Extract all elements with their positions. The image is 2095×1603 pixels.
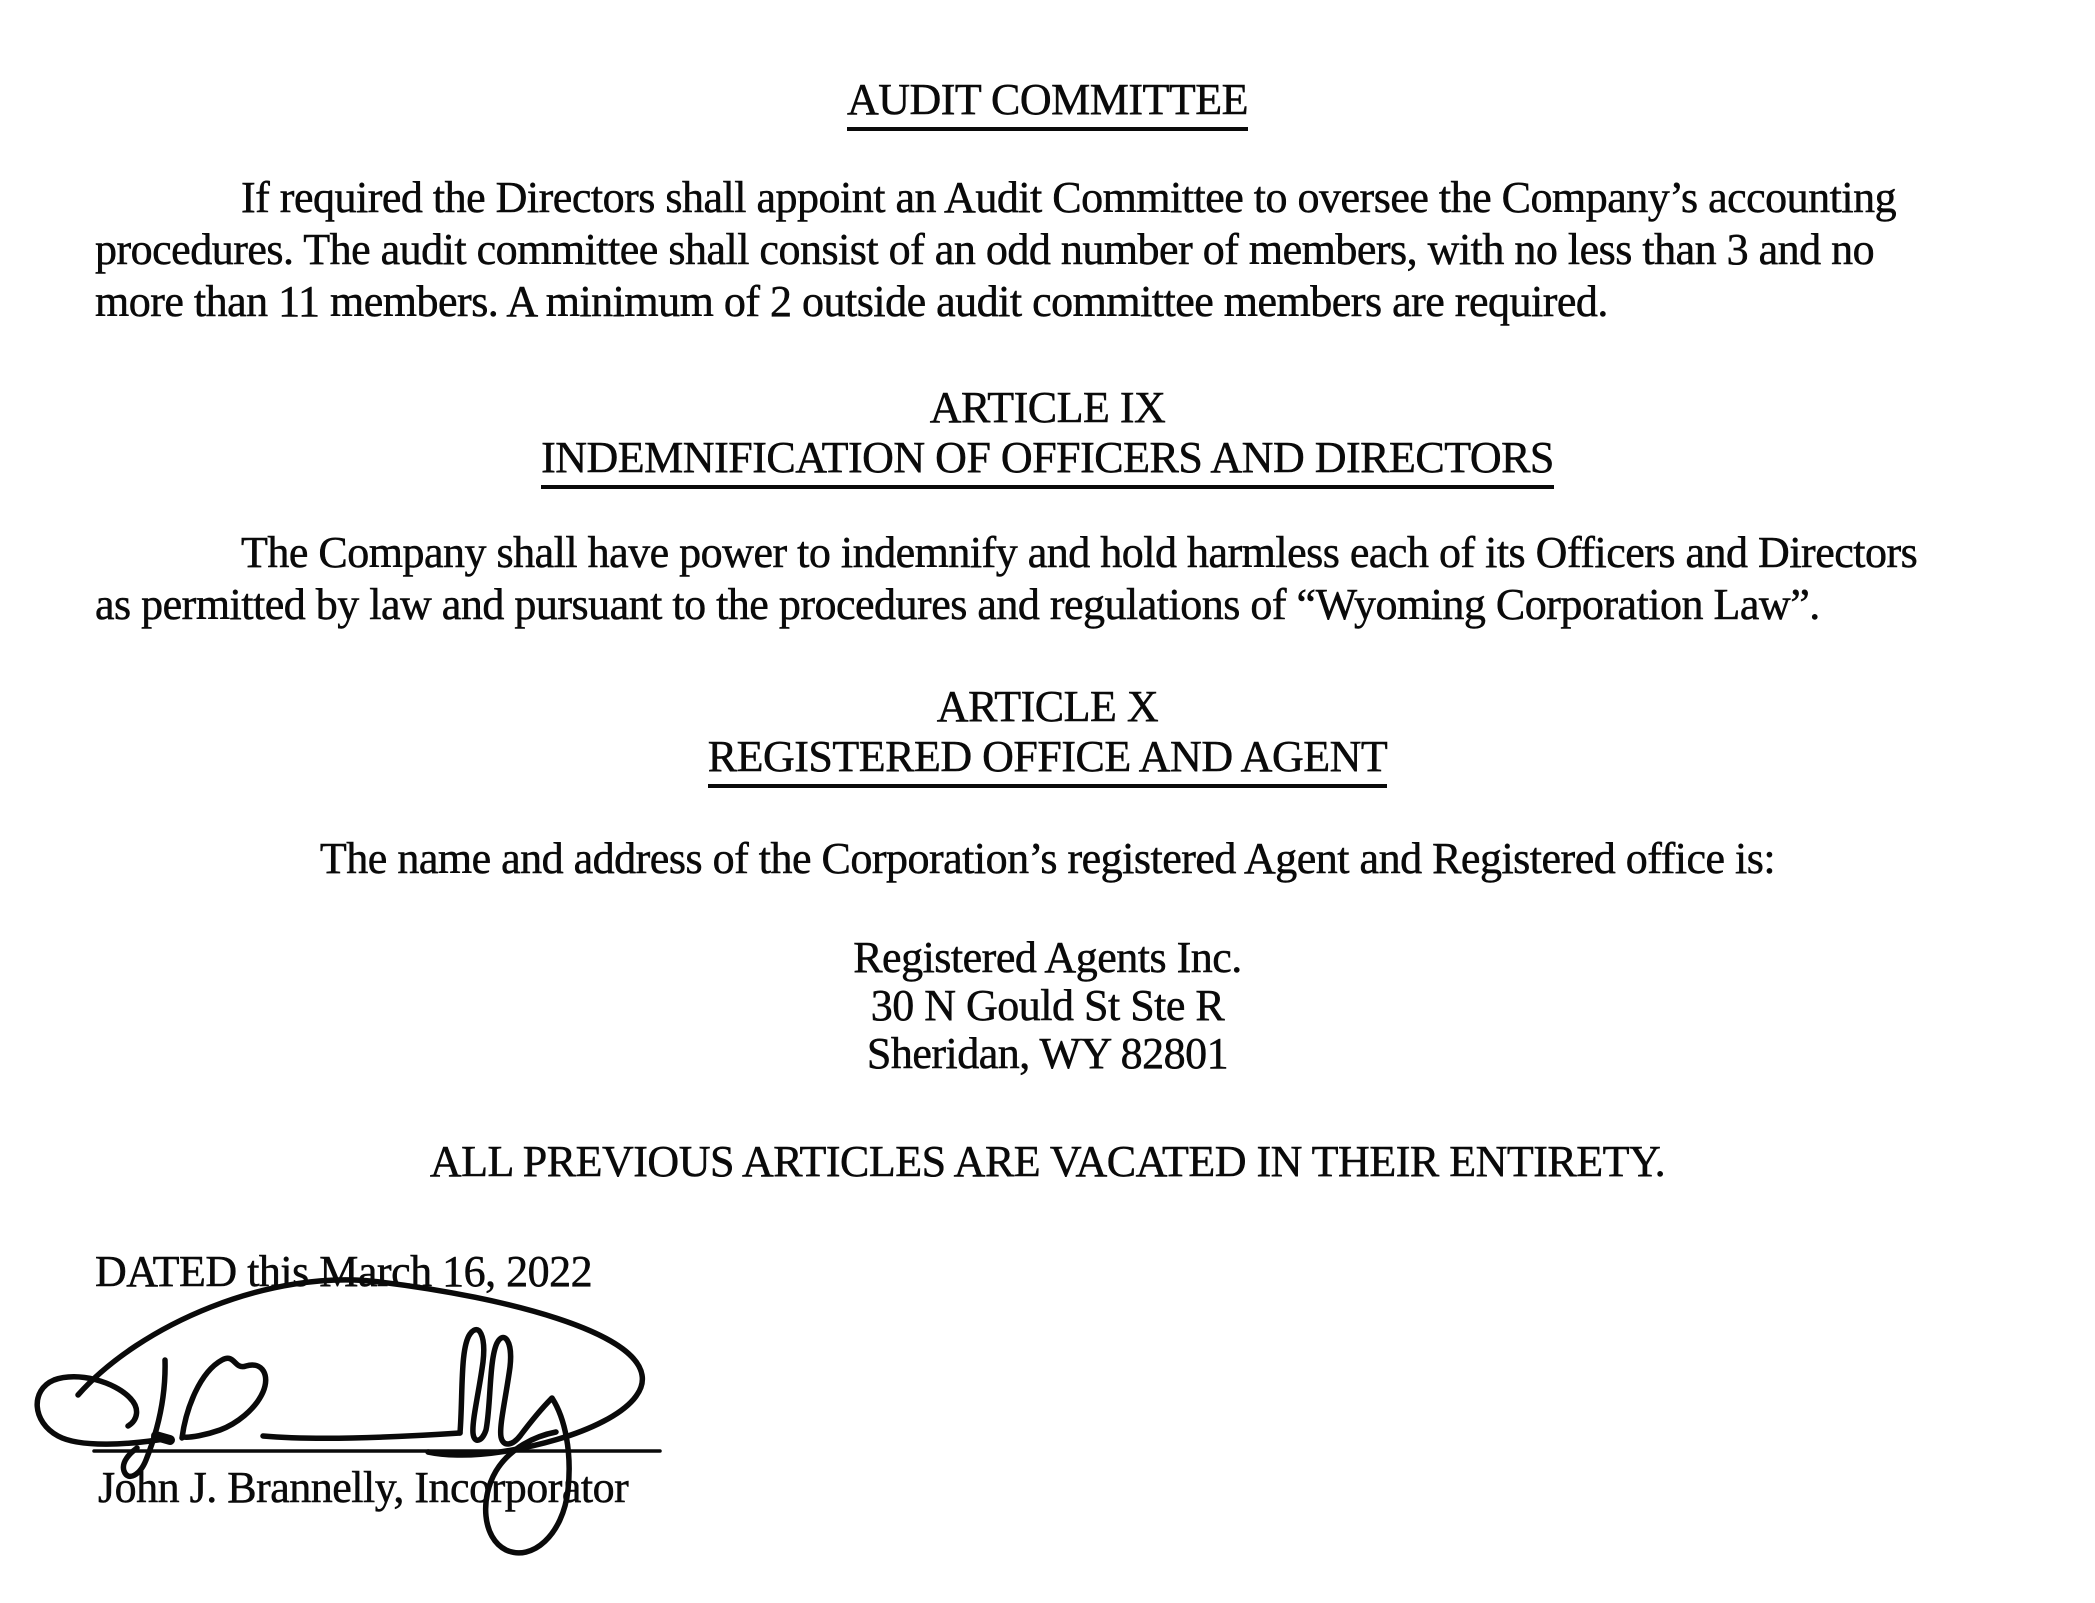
signature-initial-b xyxy=(182,1358,266,1438)
handwritten-signature xyxy=(20,1240,700,1603)
dated-line: DATED this March 16, 2022 xyxy=(95,1247,593,1296)
article-ix-label: ARTICLE IX xyxy=(929,383,1166,432)
address-line: 30 N Gould St Ste R xyxy=(870,981,1225,1030)
registered-agent-address xyxy=(95,934,2000,1078)
signature-left-loop xyxy=(37,1377,170,1444)
paragraph-line: more than 11 members. A minimum of 2 outside audit committee members are required. xyxy=(95,277,1608,326)
article-ix-title: INDEMNIFICATION OF OFFICERS AND DIRECTORS xyxy=(541,433,1554,489)
signature-ink-blob xyxy=(156,1436,170,1440)
article-x-heading-group xyxy=(95,682,2000,788)
paragraph-line: as permitted by law and pursuant to the procedures and regulations of “Wyoming Corporation Law”. xyxy=(95,580,1820,629)
article-ix-title-row xyxy=(95,433,2000,489)
vacated-statement: ALL PREVIOUS ARTICLES ARE VACATED IN THEIR ENTIRETY. xyxy=(429,1137,1666,1186)
paragraph-line: procedures. The audit committee shall consist of an odd number of members, with no less than 3 and no xyxy=(95,225,1875,274)
article-x-title-row xyxy=(95,732,2000,788)
signatory-name: John J. Brannelly, Incorporator xyxy=(98,1463,629,1512)
audit-committee-heading: AUDIT COMMITTEE xyxy=(847,74,1248,131)
address-line: Sheridan, WY 82801 xyxy=(866,1029,1229,1078)
address-line: Registered Agents Inc. xyxy=(853,933,1242,982)
signature-loops xyxy=(460,1330,520,1444)
audit-committee-paragraph xyxy=(95,172,2000,328)
article-x-label: ARTICLE X xyxy=(936,682,1159,731)
article-x-title: REGISTERED OFFICE AND AGENT xyxy=(708,732,1388,788)
indemnification-paragraph xyxy=(95,527,2000,631)
registered-agent-intro: The name and address of the Corporation’s registered Agent and Registered office is: xyxy=(319,834,1776,883)
article-ix-heading-group xyxy=(95,383,2000,489)
signature-initial-j xyxy=(123,1360,165,1476)
signature-connector-stroke xyxy=(263,1433,460,1438)
paragraph-line: If required the Directors shall appoint an Audit Committee to oversee the Company’s accounting xyxy=(241,173,1897,222)
paragraph-line: The Company shall have power to indemnify and hold harmless each of its Officers and Directors xyxy=(241,528,1918,577)
audit-committee-heading-row xyxy=(95,74,2000,131)
signature-descender-loop xyxy=(486,1398,569,1553)
